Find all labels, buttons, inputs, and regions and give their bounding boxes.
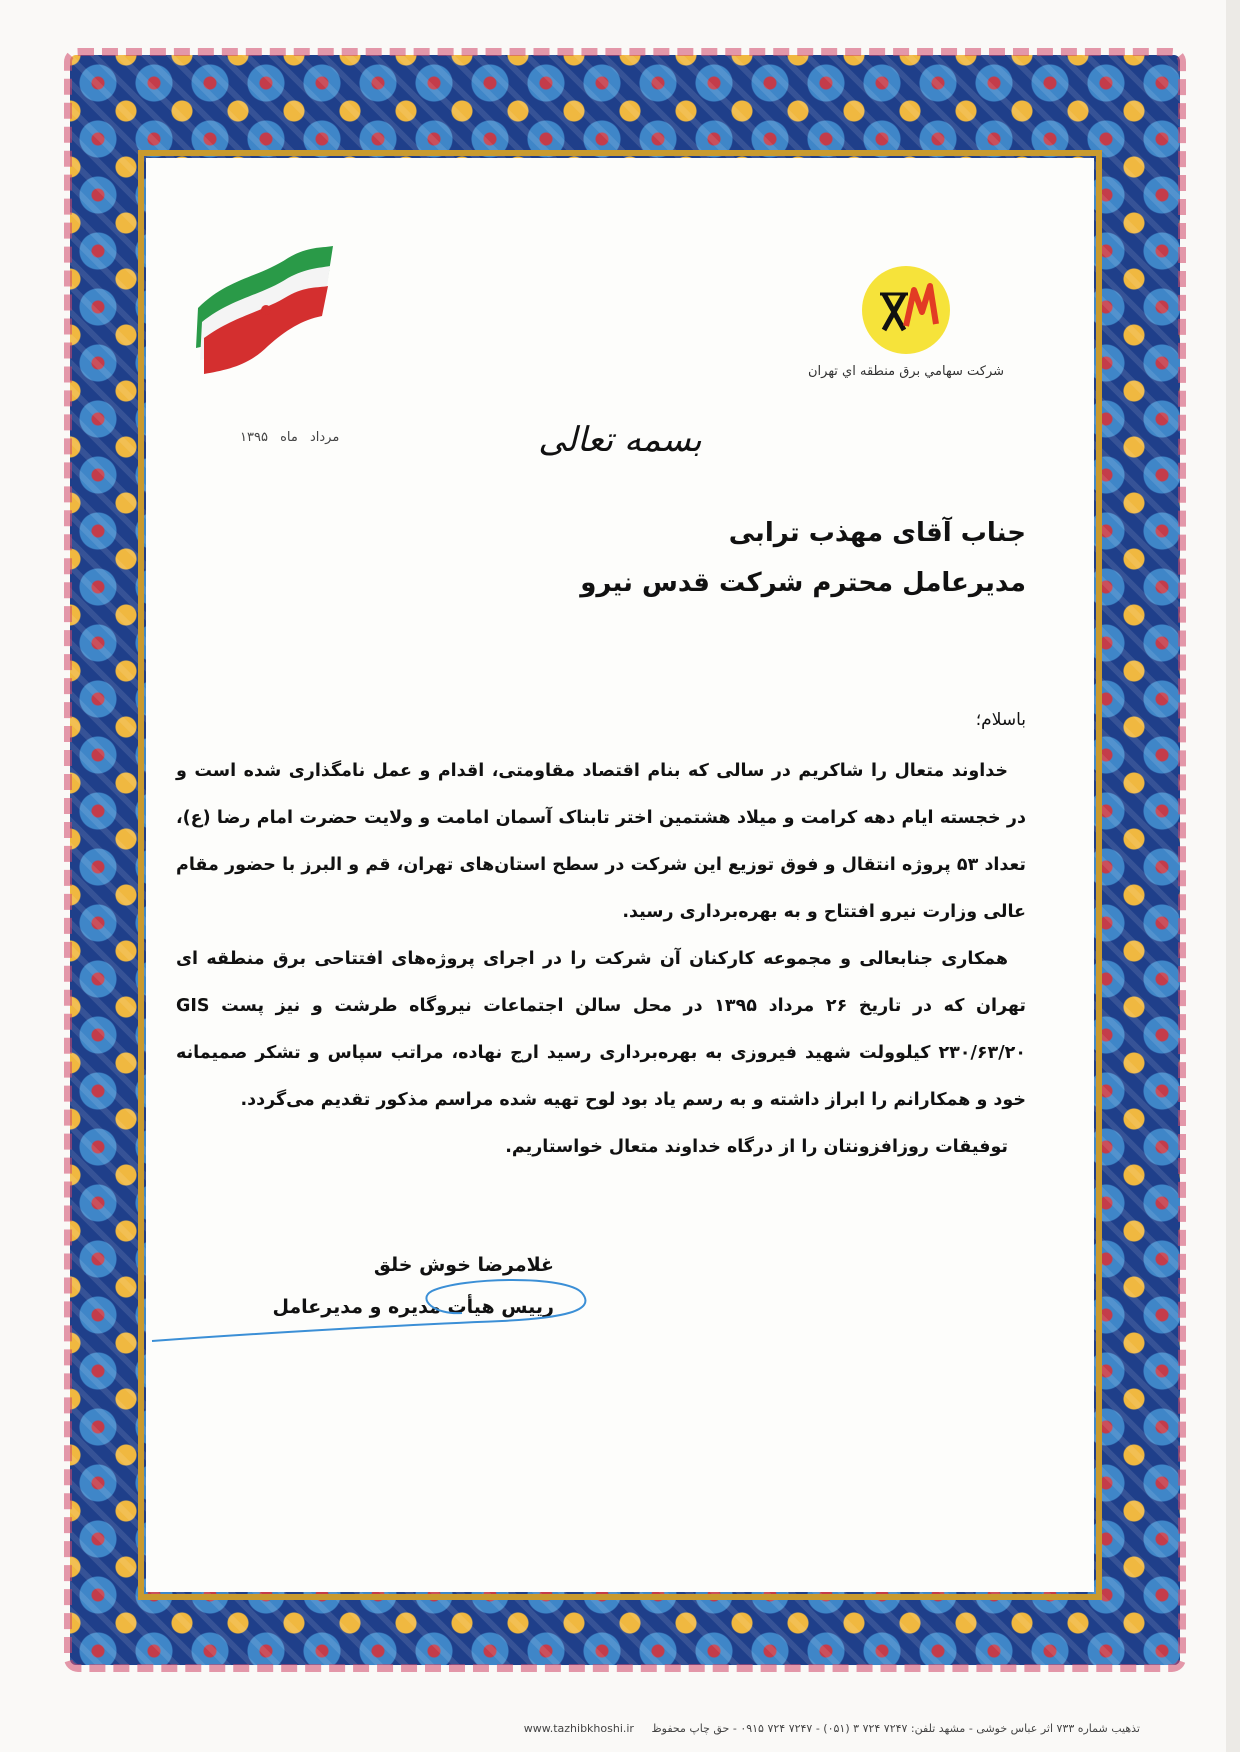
letter-body <box>176 748 1026 1171</box>
letter-content <box>146 158 1094 1592</box>
printer-footer <box>524 1722 1140 1735</box>
paragraph-closing: توفیقات روزافزونتان را از درگاه خداوند متعال خواستاریم. <box>505 1137 1008 1157</box>
signatory-title: رییس هیأت مدیره و مدیرعامل <box>272 1296 554 1318</box>
tavanir-logo-icon <box>862 266 950 354</box>
bismillah-heading: بسمه تعالی <box>538 420 702 460</box>
date-month: مرداد <box>309 430 340 445</box>
company-name: شركت سهامي برق منطقه اي تهران <box>807 364 1005 379</box>
company-logo-block <box>806 266 1006 379</box>
footer-printer-info: تذهیب شماره ۷۳۳ اثر عباس خوشی - مشهد تلفن: ۷۲۴۷ ۷۲۴ ۳ (۰۵۱) - ۷۲۴۷ ۷۲۴ ۰۹۱۵ - حق چاپ محفوظ <box>651 1722 1140 1735</box>
footer-website: www.tazhibkhoshi.ir <box>523 1722 634 1735</box>
greeting: باسلام؛ <box>975 710 1026 730</box>
addressee-name: جناب آقای مهذب ترابی <box>728 518 1026 548</box>
paragraph-1: خداوند متعال را شاکریم در سالی که بنام اقتصاد مقاومتی، اقدام و عمل نامگذاری شده است و در خجسته ایام دهه کرامت و میلاد هشتمین اختر تابناک آسمان امامت و ولایت حضرت امام رضا (ع)، تعداد ۵۳ پروژه انتقال و فوق توزیع این شرکت در سطح استان‌های تهران، قم و البرز با حضور مقام عالی وزارت نیرو افتتاح و به بهره‌برداری رسید. <box>176 761 1026 922</box>
scan-edge <box>1226 0 1240 1752</box>
signature-stroke-icon <box>142 1263 612 1353</box>
signatory-name: غلامرضا خوش خلق <box>373 1254 554 1276</box>
date-label: ماه <box>280 430 298 445</box>
iran-flag-icon <box>188 238 338 378</box>
paragraph-2: همکاری جنابعالی و مجموعه کارکنان آن شرکت را در اجرای پروژه‌های افتتاحی برق منطقه ای تهران که در تاریخ ۲۶ مرداد ۱۳۹۵ در محل سالن اجتماعات نیروگاه طرشت و نیز پست GIS ۲۳۰/۶۳/۲۰ کیلوولت شهید فیروزی به بهره‌برداری رسید ارج نهاده، مراتب سپاس و تشکر صمیمانه خود و همکارانم را ابراز داشته و به رسم یاد بود لوح تهیه شده مراسم مذکور تقدیم می‌گردد. <box>176 949 1026 1110</box>
addressee-block <box>580 508 1026 608</box>
date-year: ۱۳۹۵ <box>240 430 268 445</box>
addressee-position: مدیرعامل محترم شرکت قدس نیرو <box>580 568 1026 598</box>
signature-block <box>272 1243 554 1327</box>
